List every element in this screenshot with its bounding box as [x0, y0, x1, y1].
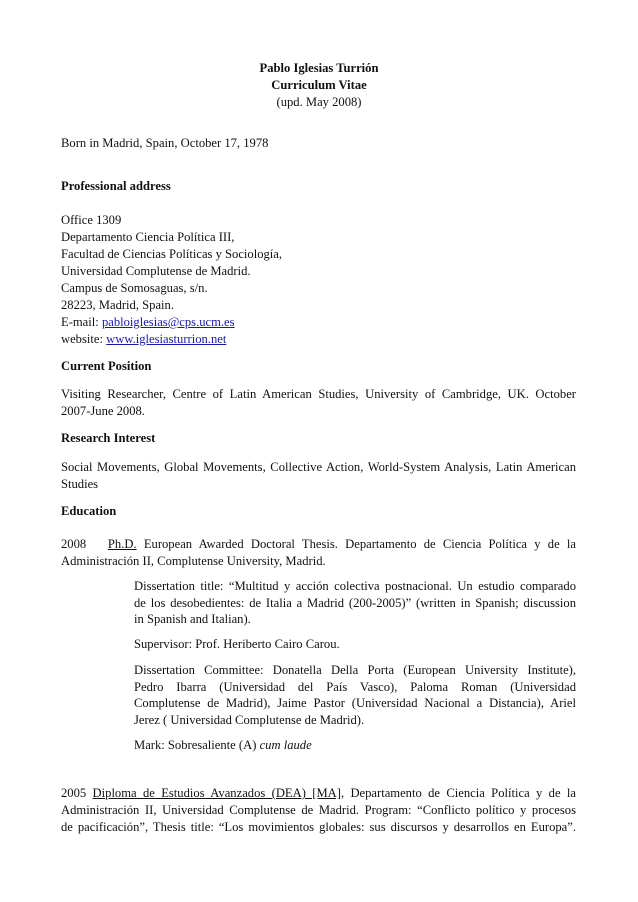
current-position-line: 2007-June 2008.	[61, 404, 145, 418]
committee-block	[134, 662, 576, 728]
address-line: Facultad de Ciencias Políticas y Sociología,	[61, 247, 283, 261]
phd-line: Administración II, Complutense University, Madrid.	[61, 554, 326, 568]
phd-line	[61, 536, 576, 553]
dea-degree: Diploma de Estudios Avanzados (DEA) [MA]	[92, 786, 341, 800]
dissertation-line: Dissertation title: “Multitud y acción colectiva postnacional. Un estudio comparado	[134, 579, 576, 593]
website-link[interactable]: www.iglesiasturrion.net	[106, 332, 227, 346]
birth-info: Born in Madrid, Spain, October 17, 1978	[61, 136, 269, 150]
research-interest-text	[61, 459, 576, 493]
cv-title: Curriculum Vitae	[271, 78, 367, 92]
dea-year: 2005	[61, 786, 87, 800]
education-heading: Education	[61, 504, 117, 518]
dea-description: , Departamento de Ciencia Política y de la	[340, 786, 576, 800]
dissertation-line: in Spanish and Italian).	[134, 612, 251, 626]
mark-label: Mark: Sobresaliente (A)	[134, 738, 257, 752]
mark-honor: cum laude	[259, 738, 312, 752]
current-position-heading: Current Position	[61, 359, 152, 373]
research-interest-line: Studies	[61, 477, 99, 491]
committee-line: Complutense de Madrid), Jaime Pastor (Universidad Nacional a Distancia), Ariel	[134, 696, 576, 710]
dea-entry	[61, 785, 576, 836]
mark-block	[134, 737, 576, 754]
committee-line: Pedro Ibarra (Universidad del País Vasco), Paloma Roman (Universidad	[134, 679, 576, 694]
mark-line	[134, 737, 576, 754]
website-label: website:	[61, 332, 103, 346]
email-row	[61, 314, 576, 331]
cv-updated-date: (upd. May 2008)	[276, 95, 362, 109]
cv-author-name: Pablo Iglesias Turrión	[259, 61, 379, 75]
research-interest-heading: Research Interest	[61, 431, 156, 445]
email-link[interactable]: pabloiglesias@cps.ucm.es	[101, 315, 235, 329]
research-interest-line: Social Movements, Global Movements, Collective Action, World-System Analysis, Latin American	[61, 460, 576, 474]
dissertation-title-block	[134, 578, 576, 628]
phd-entry	[61, 536, 576, 570]
address-line: Universidad Complutense de Madrid.	[61, 264, 251, 278]
dea-line: Administración II, Universidad Complutense de Madrid. Program: “Conflicto político y procesos	[61, 803, 576, 817]
current-position-text	[61, 386, 576, 420]
address-line: Office 1309	[61, 213, 122, 227]
email-label: E-mail:	[61, 315, 99, 329]
supervisor-line: Supervisor: Prof. Heriberto Cairo Carou.	[134, 637, 340, 651]
committee-line: Dissertation Committee: Donatella Della Porta (European University Institute),	[134, 663, 576, 677]
committee-line: Jerez ( Universidad Complutense de Madrid).	[134, 712, 365, 727]
website-row	[61, 331, 576, 348]
current-position-line: Visiting Researcher, Centre of Latin American Studies, University of Cambridge, UK. October	[61, 387, 576, 401]
phd-description: European Awarded Doctoral Thesis. Departamento de Ciencia Política y de la	[143, 537, 576, 551]
supervisor-block	[134, 636, 576, 653]
dissertation-line: de los desobedientes: de Italia a Madrid (200-2005)” (written in Spanish; discussion	[134, 595, 576, 610]
address-line: Campus de Somosaguas, s/n.	[61, 281, 208, 295]
dea-line	[61, 785, 576, 802]
professional-address-heading: Professional address	[61, 179, 171, 193]
phd-year: 2008	[61, 537, 87, 551]
professional-address-block	[61, 212, 576, 348]
phd-degree: Ph.D.	[107, 537, 137, 551]
address-line: Departamento Ciencia Política III,	[61, 230, 235, 244]
address-line: 28223, Madrid, Spain.	[61, 298, 174, 312]
dea-line: de pacificación”, Thesis title: “Los movimientos globales: sus discursos y desarrollos en Europa”.	[61, 820, 576, 834]
